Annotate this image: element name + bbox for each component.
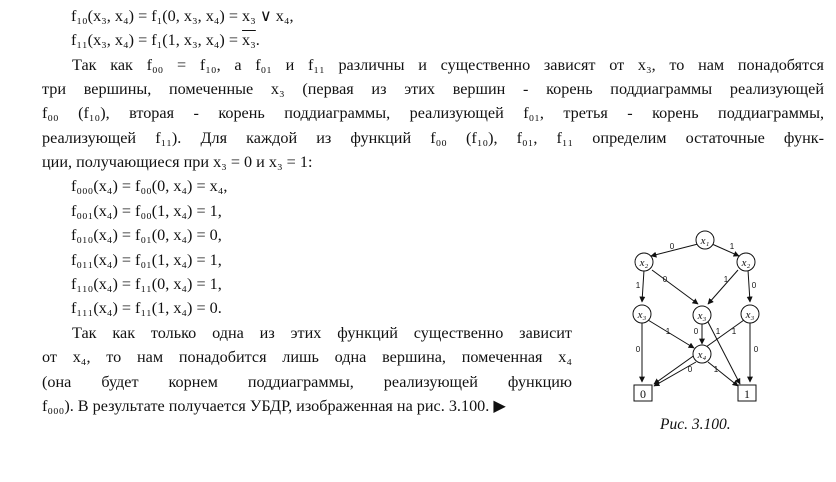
paragraph1-line3: f₀₀ (f₁₀), вторая - корень поддиаграммы, реализующей f₀₁, третья - корень поддиаграммы,	[42, 104, 824, 122]
paragraph2-line3: (она будет корнем поддиаграммы, реализующей функцию	[42, 373, 572, 391]
equation-f000: f₀₀₀(x₄) = f₀₀(0, x₄) = x₄,	[71, 177, 228, 195]
edge-x1-x2-left	[651, 244, 698, 256]
edge-label-x2l-1: 1	[635, 281, 641, 290]
paragraph1-line4: реализующей f₁₁). Для каждой из функций f₀₀ (f₁₀), f₀₁, f₁₁ определим остаточные функ-	[42, 129, 824, 147]
label-x4: x₄	[697, 349, 707, 361]
paragraph1-line5: ции, получающиеся при x₃ = 0 и x₃ = 1:	[42, 153, 313, 171]
edge-label-x2r-1: 1	[723, 275, 729, 284]
label-terminal-1: 1	[744, 387, 750, 401]
paragraph2-line2: от x₄, то нам понадобится лишь одна вершина, помеченная x₄	[42, 348, 572, 366]
label-terminal-0: 0	[640, 387, 646, 401]
label-x2-right: x₂	[741, 257, 751, 269]
equation-f111: f₁₁₁(x₄) = f₁₁(1, x₄) = 0.	[71, 299, 222, 317]
edge-label-x3m-1: 1	[715, 327, 721, 336]
edge-label-x3l-0: 0	[635, 345, 641, 354]
edge-label-x2l-0: 0	[662, 275, 668, 284]
edge-label-x4-0: 0	[687, 365, 693, 374]
equation-f110: f₁₁₀(x₄) = f₁₁(0, x₄) = 1,	[71, 275, 222, 293]
edge-label-x3r-0: 0	[753, 345, 759, 354]
edge-x2l-x3l	[642, 270, 644, 302]
paragraph1-line2: три вершины, помеченные x₃ (первая из этих вершин - корень поддиаграммы реализующей	[42, 80, 824, 98]
edge-x3l-x4	[648, 320, 694, 348]
edge-label-x2r-0: 0	[751, 281, 757, 290]
label-x3-right: x₃	[745, 309, 755, 321]
bdd-diagram	[630, 222, 790, 412]
label-x3-mid: x₃	[697, 310, 707, 322]
edge-label-x3l-1: 1	[665, 327, 671, 336]
edge-x2l-x3m	[652, 270, 698, 304]
equation-f11: f₁₁(x₃, x₄) = f₁(1, x₃, x₄) = x₃.	[71, 31, 260, 49]
equation-f001: f₀₀₁(x₄) = f₀₀(1, x₄) = 1,	[71, 202, 222, 220]
edge-x2r-x3r	[748, 270, 750, 302]
paragraph2-line1: Так как только одна из этих функций существенно зависит	[72, 324, 572, 342]
paragraph2-line4: f₀₀₀). В результате получается УБДР, изображенная на рис. 3.100. ▶	[42, 397, 506, 415]
edge-label-x1-1: 1	[729, 242, 735, 251]
equation-f10: f₁₀(x₃, x₄) = f₁(0, x₃, x₄) = x₃ ∨ x₄,	[71, 7, 294, 25]
edge-label-x3m-0: 0	[693, 327, 699, 336]
label-x3-left: x₃	[637, 309, 647, 321]
equation-f011: f₀₁₁(x₄) = f₀₁(1, x₄) = 1,	[71, 251, 222, 269]
label-x2-left: x₂	[639, 257, 649, 269]
edge-x1-x2-right	[712, 244, 739, 256]
equation-f010: f₀₁₀(x₄) = f₀₁(0, x₄) = 0,	[71, 226, 222, 244]
label-x1: x₁	[700, 235, 710, 247]
edge-label-x4-1: 1	[713, 365, 719, 374]
edge-x4-1	[708, 362, 738, 386]
negated-x3: x₃	[242, 31, 256, 49]
edge-label-x3r-1: 1	[731, 327, 737, 336]
edge-label-x1-0: 0	[669, 242, 675, 251]
paragraph1-line1: Так как f₀₀ = f₁₀, а f₀₁ и f₁₁ различны и существенно зависят от x₃, то нам понадобятся	[72, 56, 824, 74]
figure-caption: Рис. 3.100.	[660, 416, 731, 433]
